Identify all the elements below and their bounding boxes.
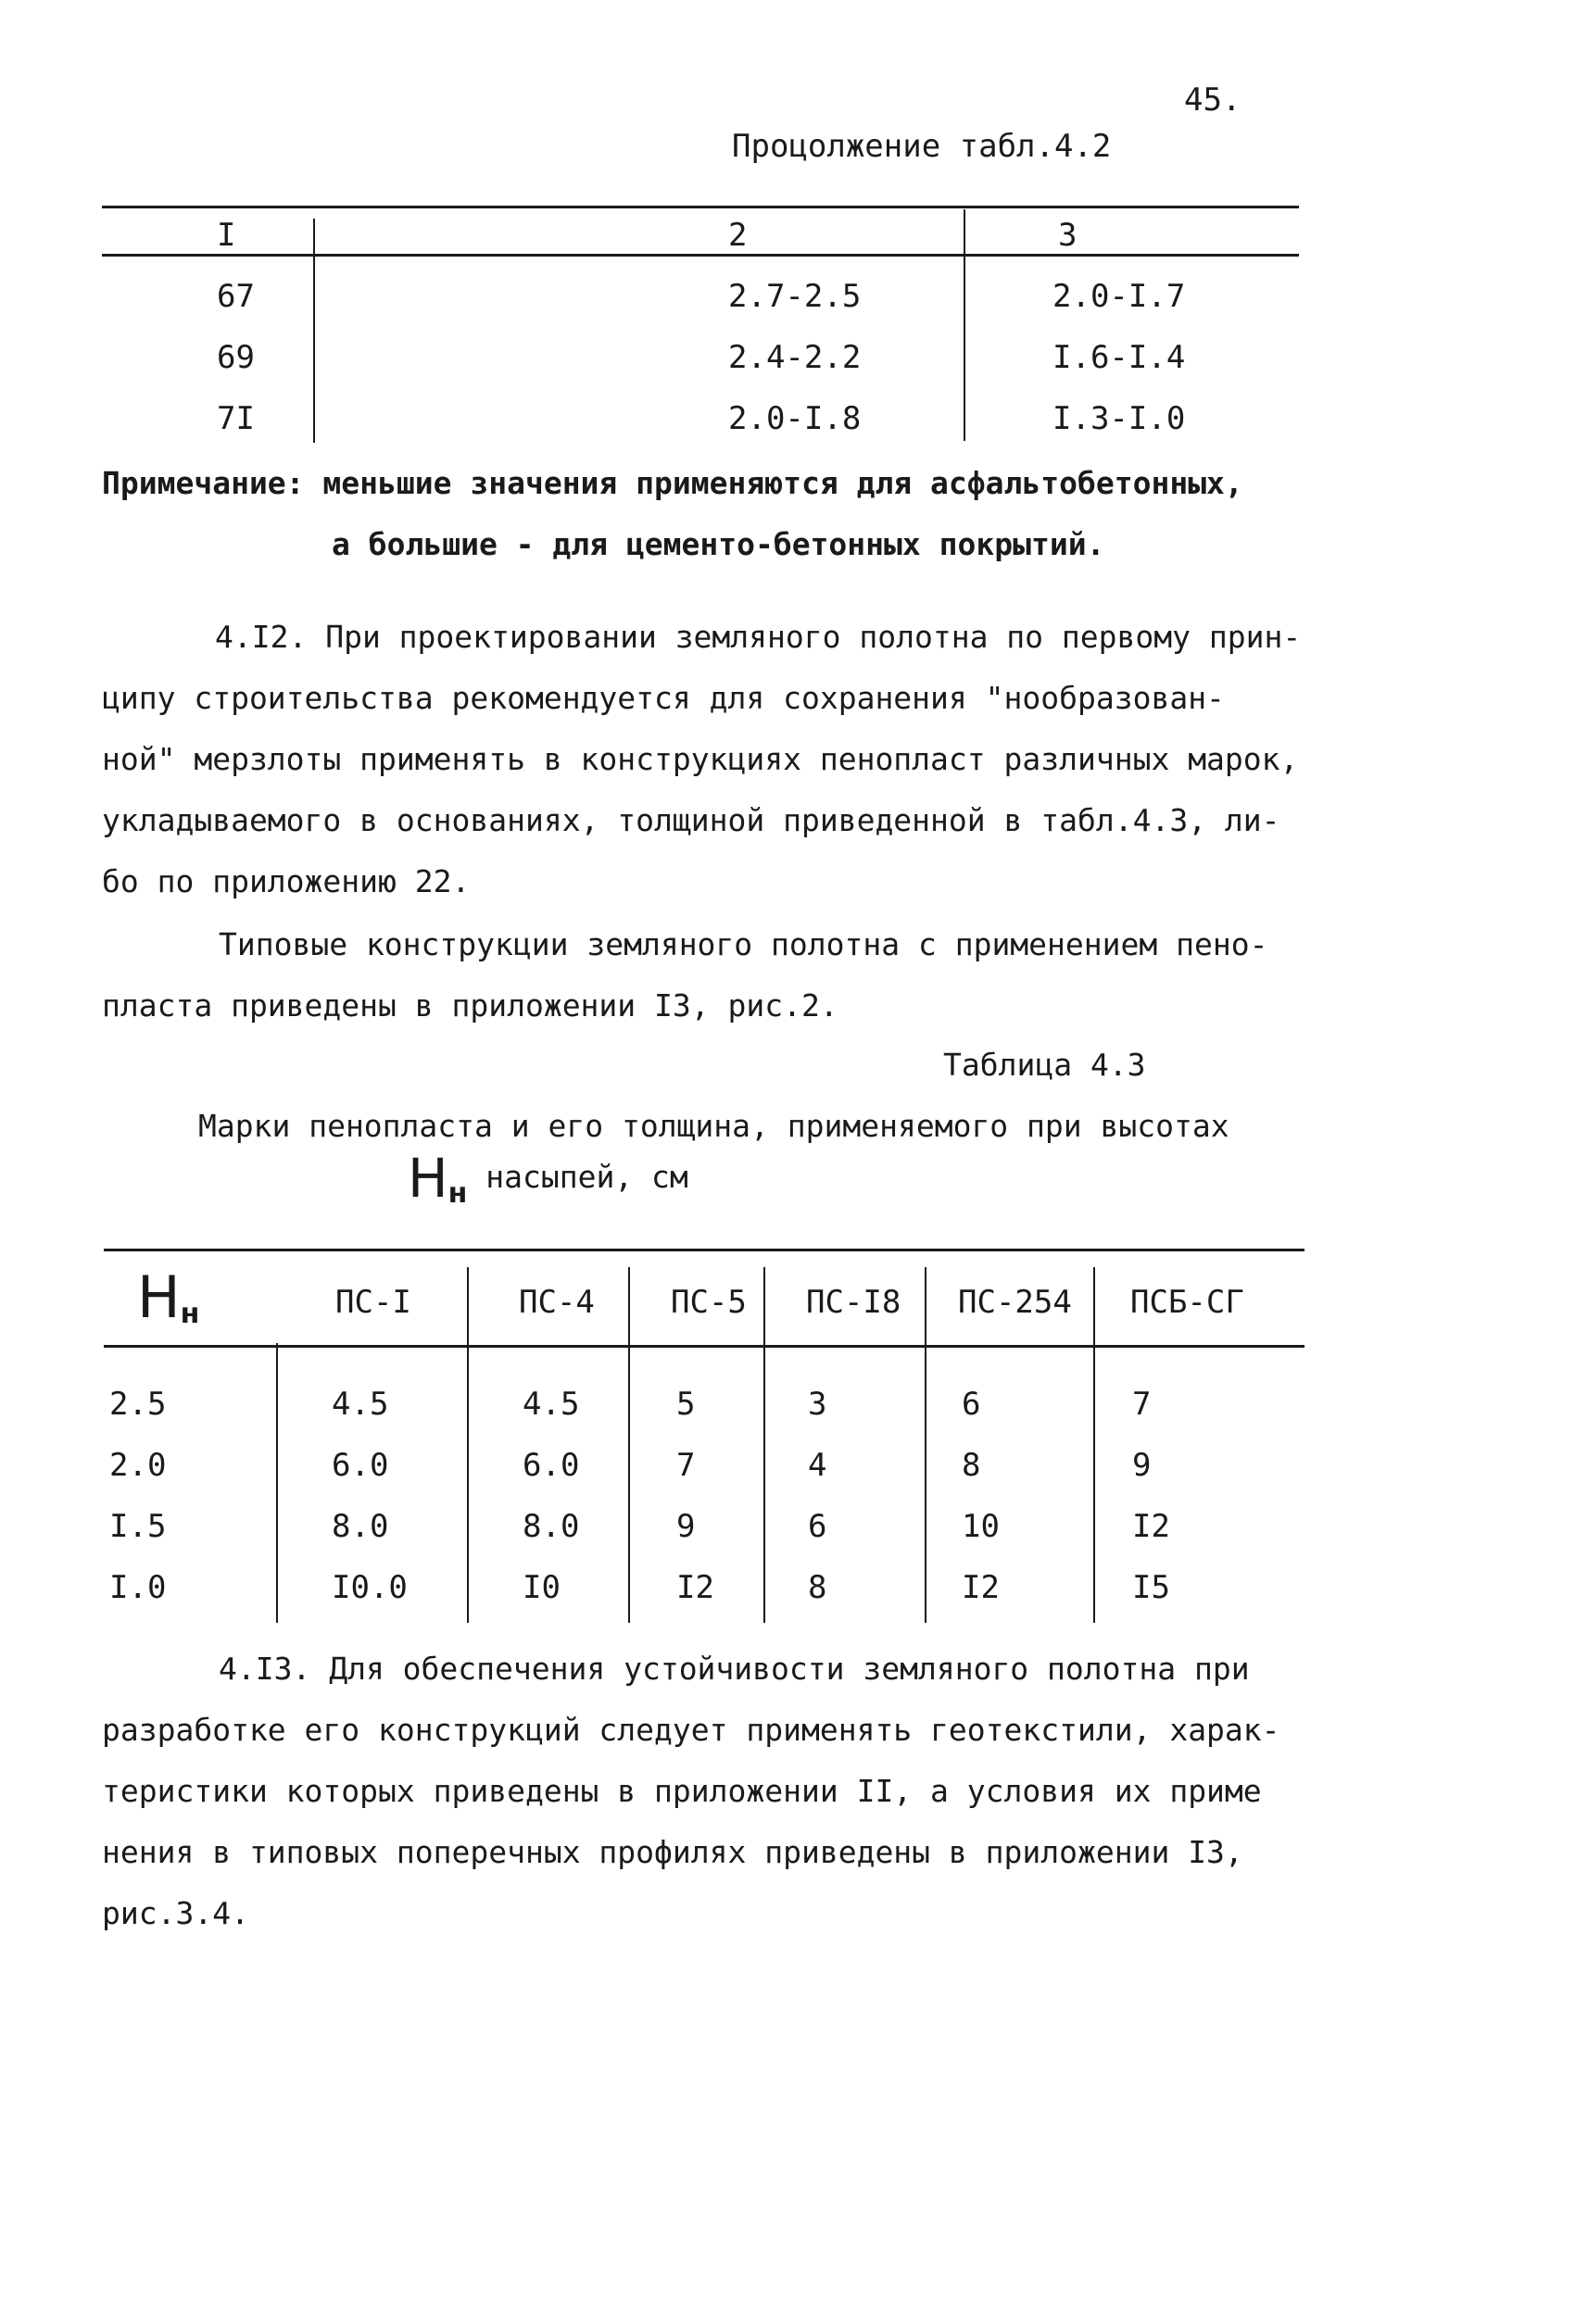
table-cell: 6 bbox=[808, 1508, 827, 1545]
paragraph-4-12-line: 4.I2. При проектировании земляного полотна по первому прин- bbox=[215, 619, 1302, 655]
paragraph-4-13-line: рис.3.4. bbox=[102, 1895, 249, 1931]
table-cell: 9 bbox=[676, 1508, 696, 1545]
paragraph-typical-line: Типовые конструкции земляного полотна с применением пено- bbox=[219, 926, 1268, 962]
paragraph-4-13-line: нения в типовых поперечных профилях приведены в приложении I3, bbox=[102, 1834, 1243, 1870]
table-note-line-2: а большие - для цементо-бетонных покрытий. bbox=[332, 526, 1105, 562]
column-divider bbox=[276, 1343, 278, 1623]
table-cell: 3 bbox=[808, 1386, 827, 1423]
table-cell: I0 bbox=[523, 1569, 561, 1606]
table-header-cell: ПС-5 bbox=[671, 1284, 747, 1321]
table-cell: 8.0 bbox=[332, 1508, 389, 1545]
table-cell: 9 bbox=[1132, 1447, 1152, 1484]
table-cell: I2 bbox=[1132, 1508, 1170, 1545]
column-divider bbox=[964, 209, 965, 441]
table-4-3-caption-line-1: Марки пенопласта и его толщина, применяемого при высотах bbox=[198, 1108, 1229, 1144]
table-cell: I.0 bbox=[109, 1569, 167, 1606]
table-header-rule bbox=[104, 1345, 1304, 1348]
table-4-2-continuation bbox=[102, 202, 1299, 445]
table-cell: 8.0 bbox=[523, 1508, 580, 1545]
table-cell: I0.0 bbox=[332, 1569, 408, 1606]
column-divider bbox=[1093, 1267, 1095, 1623]
table-cell: 7 bbox=[1132, 1386, 1152, 1423]
table-header-cell: 2 bbox=[728, 217, 748, 254]
table-cell: 8 bbox=[808, 1569, 827, 1606]
table-cell: 6 bbox=[962, 1386, 981, 1423]
table-cell: I2 bbox=[676, 1569, 714, 1606]
table-cell: 2.5 bbox=[109, 1386, 167, 1423]
paragraph-4-12-line: укладываемого в основаниях, толщиной приведенной в табл.4.3, ли- bbox=[102, 802, 1280, 838]
table-top-rule bbox=[102, 206, 1299, 208]
table-cell: I.5 bbox=[109, 1508, 167, 1545]
table-header-cell: 3 bbox=[1058, 217, 1078, 254]
hn-header-cell: $H_н$ bbox=[137, 1263, 200, 1331]
hn-symbol: $H_н$ bbox=[408, 1147, 468, 1210]
table-4-3 bbox=[104, 1249, 1304, 1628]
table-cell: 67 bbox=[217, 278, 255, 315]
table-cell: 7 bbox=[676, 1447, 696, 1484]
table-top-rule bbox=[104, 1249, 1304, 1251]
table-cell: 7I bbox=[217, 400, 255, 437]
table-cell: 4.5 bbox=[332, 1386, 389, 1423]
table-cell: 2.7-2.5 bbox=[728, 278, 862, 315]
table-cell: 10 bbox=[962, 1508, 1000, 1545]
table-cell: I.6-I.4 bbox=[1052, 339, 1186, 376]
column-divider bbox=[313, 219, 315, 443]
table-continuation-title: Процолжение табл.4.2 bbox=[732, 128, 1112, 165]
table-header-cell: ПС-I bbox=[335, 1284, 411, 1321]
table-note-line-1: Примечание: меньшие значения применяются для асфальтобетонных, bbox=[102, 465, 1243, 501]
paragraph-4-12-line: бо по приложению 22. bbox=[102, 863, 471, 899]
paragraph-4-12-line: ной" мерзлоты применять в конструкциях пенопласт различных марок, bbox=[102, 741, 1299, 777]
caption-text: насыпей, см bbox=[485, 1159, 688, 1195]
table-header-cell: ПС-254 bbox=[958, 1284, 1072, 1321]
table-4-3-caption-line-2 bbox=[408, 1147, 688, 1210]
table-header-rule bbox=[102, 254, 1299, 257]
table-cell: I5 bbox=[1132, 1569, 1170, 1606]
table-cell: 2.4-2.2 bbox=[728, 339, 862, 376]
table-header-cell: ПС-4 bbox=[519, 1284, 595, 1321]
paragraph-4-12-line: ципу строительства рекомендуется для сохранения "нообразован- bbox=[102, 680, 1225, 716]
paragraph-4-13-line: разработке его конструкций следует применять геотекстили, харак- bbox=[102, 1712, 1280, 1748]
table-cell: 4.5 bbox=[523, 1386, 580, 1423]
paragraph-4-13-line: 4.I3. Для обеспечения устойчивости земляного полотна при bbox=[219, 1651, 1250, 1687]
table-cell: 5 bbox=[676, 1386, 696, 1423]
table-cell: I2 bbox=[962, 1569, 1000, 1606]
table-cell: 6.0 bbox=[523, 1447, 580, 1484]
column-divider bbox=[467, 1267, 469, 1623]
column-divider bbox=[628, 1267, 630, 1623]
table-cell: 8 bbox=[962, 1447, 981, 1484]
column-divider bbox=[763, 1267, 765, 1623]
table-cell: 6.0 bbox=[332, 1447, 389, 1484]
table-header-cell: ПС-I8 bbox=[806, 1284, 901, 1321]
column-divider bbox=[925, 1267, 926, 1623]
paragraph-typical-line: пласта приведены в приложении I3, рис.2. bbox=[102, 987, 838, 1024]
table-4-3-label: Таблица 4.3 bbox=[943, 1047, 1146, 1083]
table-header-cell: I bbox=[217, 217, 236, 254]
page-number: 45. bbox=[1184, 82, 1241, 119]
table-cell: I.3-I.0 bbox=[1052, 400, 1186, 437]
table-cell: 69 bbox=[217, 339, 255, 376]
table-cell: 2.0-I.8 bbox=[728, 400, 862, 437]
table-cell: 2.0-I.7 bbox=[1052, 278, 1186, 315]
paragraph-4-13-line: теристики которых приведены в приложении II, а условия их приме bbox=[102, 1773, 1262, 1809]
table-cell: 2.0 bbox=[109, 1447, 167, 1484]
table-cell: 4 bbox=[808, 1447, 827, 1484]
table-header-cell: ПСБ-СГ bbox=[1130, 1284, 1244, 1321]
